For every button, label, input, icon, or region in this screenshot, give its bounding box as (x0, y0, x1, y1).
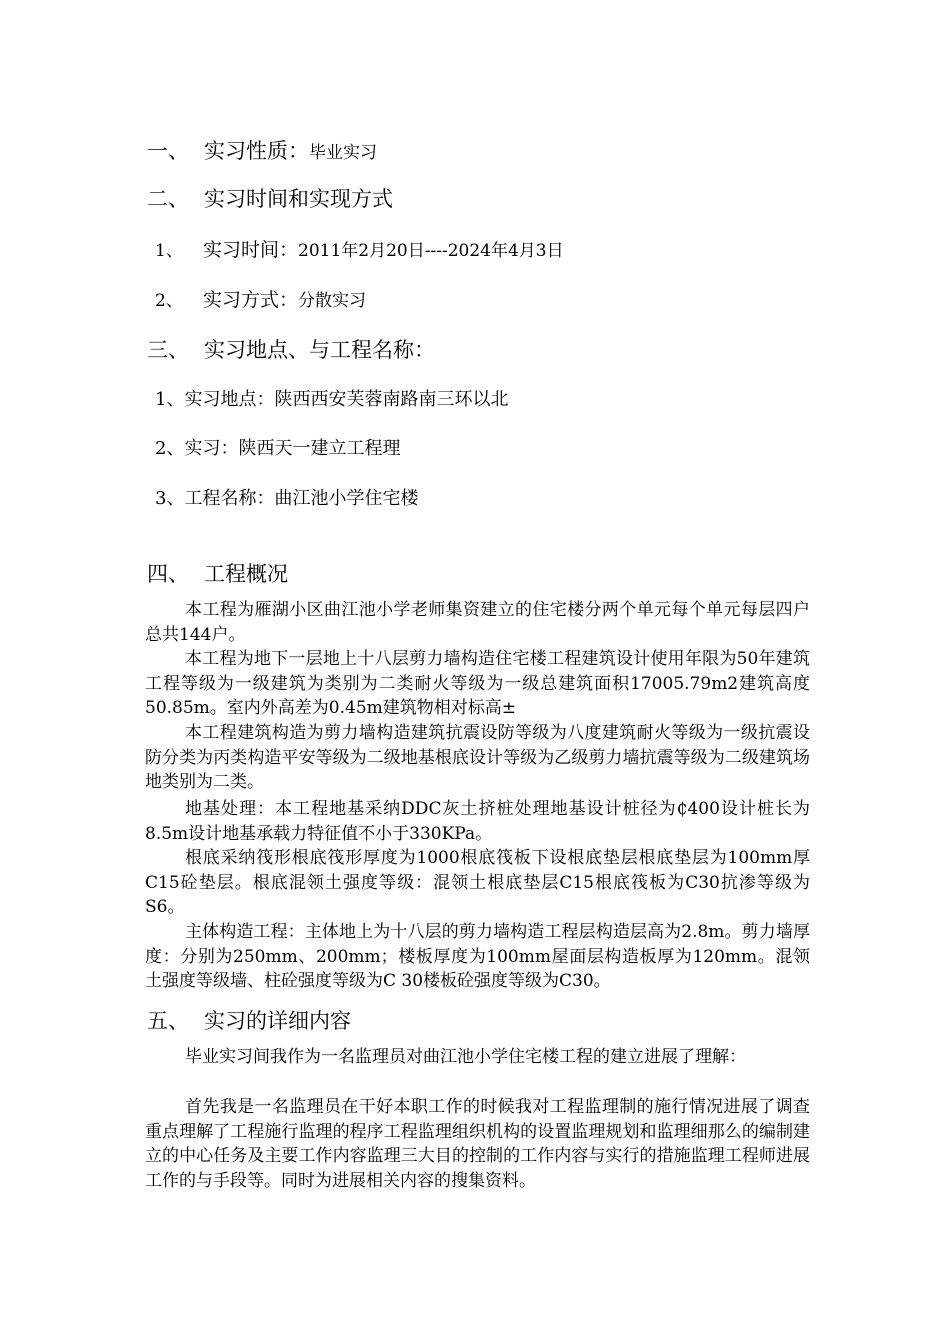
project-name: 3、工程名称：曲江池小学住宅楼 (155, 488, 419, 509)
internship-company: 2、实习：陕西天一建立工程理 (155, 438, 401, 459)
section-title: 工程概况 (204, 562, 288, 586)
overview-paragraph: 地基处理：本工程地基采纳DDC灰土挤桩处理地基设计桩径为₵400设计桩长为8.5m设计地基承载力特征值不小于330KPa。 (145, 799, 810, 844)
section-title: 实习性质： (204, 139, 309, 163)
section-number: 二、 (147, 187, 189, 211)
section-number: 五、 (147, 1009, 189, 1033)
overview-paragraph: 本工程为地下一层地上十八层剪力墙构造住宅楼工程建筑设计使用年限为50年建筑工程等级为一级建筑为类别为二类耐火等级为一级总建筑面积17005.79m2建筑高度50.85m。室内外高差为0.45m建筑物相对标高± (145, 649, 810, 718)
overview-paragraph: 本工程建筑构造为剪力墙构造建筑抗震设防等级为八度建筑耐火等级为一级抗震设防分类为丙类构造平安等级为二级地基根底设计等级为乙级剪力墙抗震等级为二级建筑场地类别为二类。 (145, 723, 810, 792)
item-label: 实习方式： (203, 289, 299, 311)
overview-paragraph: 主体构造工程：主体地上为十八层的剪力墙构造工程层构造层高为2.8m。剪力墙厚度：分别为250mm、200mm；楼板厚度为100mm屋面层构造板厚为120mm。混领土强度等级墙、柱砼强度等级为C 30楼板砼强度等级为C30。 (145, 922, 810, 991)
overview-paragraph: 根底采纳筏形根底筏形厚度为1000根底筏板下设根底垫层根底垫层为100mm厚C15砼垫层。根底混领土强度等级：混领土根底垫层C15根底筏板为C30抗渗等级为S6。 (145, 848, 810, 917)
item-label: 实习时间： (203, 239, 299, 261)
content-paragraph: 首先我是一名监理员在干好本职工作的时候我对工程监理制的施行情况进展了调查重点理解了工程施行监理的程序工程监理组织机构的设置监理规划和监理细那么的编制建立的中心任务及主要工作内容监理三大目的控制的工作内容与实行的措施监理工程师进展工作的与手段等。同时为进展相关内容的搜集资料。 (145, 1097, 810, 1191)
section-title: 实习时间和实现方式 (204, 187, 393, 211)
section-4-heading (147, 562, 288, 586)
section-value: 毕业实习 (309, 143, 377, 163)
item-value: 2011年2月20日----2024年4月3日 (298, 241, 564, 261)
section-number: 一、 (147, 139, 189, 163)
section-3-heading (147, 338, 435, 362)
section-title: 实习的详细内容 (204, 1009, 351, 1033)
section-2-heading (147, 187, 393, 211)
section-1-heading (147, 139, 377, 165)
section-5-heading (147, 1009, 351, 1033)
item-number: 2、 (155, 291, 183, 311)
section-number: 三、 (147, 338, 189, 362)
item-value: 分散实习 (298, 291, 367, 311)
item-number: 1、 (155, 241, 183, 261)
overview-paragraph: 本工程为雁湖小区曲江池小学老师集资建立的住宅楼分两个单元每个单元每层四户总共144户。 (145, 600, 810, 645)
section-number: 四、 (147, 562, 189, 586)
content-paragraph: 毕业实习间我作为一名监理员对曲江池小学住宅楼工程的建立进展了理解： (185, 1047, 746, 1067)
internship-location: 1、实习地点：陕西西安芙蓉南路南三环以北 (155, 389, 509, 410)
internship-time (155, 239, 564, 262)
section-title: 实习地点、与工程名称： (204, 338, 435, 362)
internship-mode (155, 289, 366, 312)
